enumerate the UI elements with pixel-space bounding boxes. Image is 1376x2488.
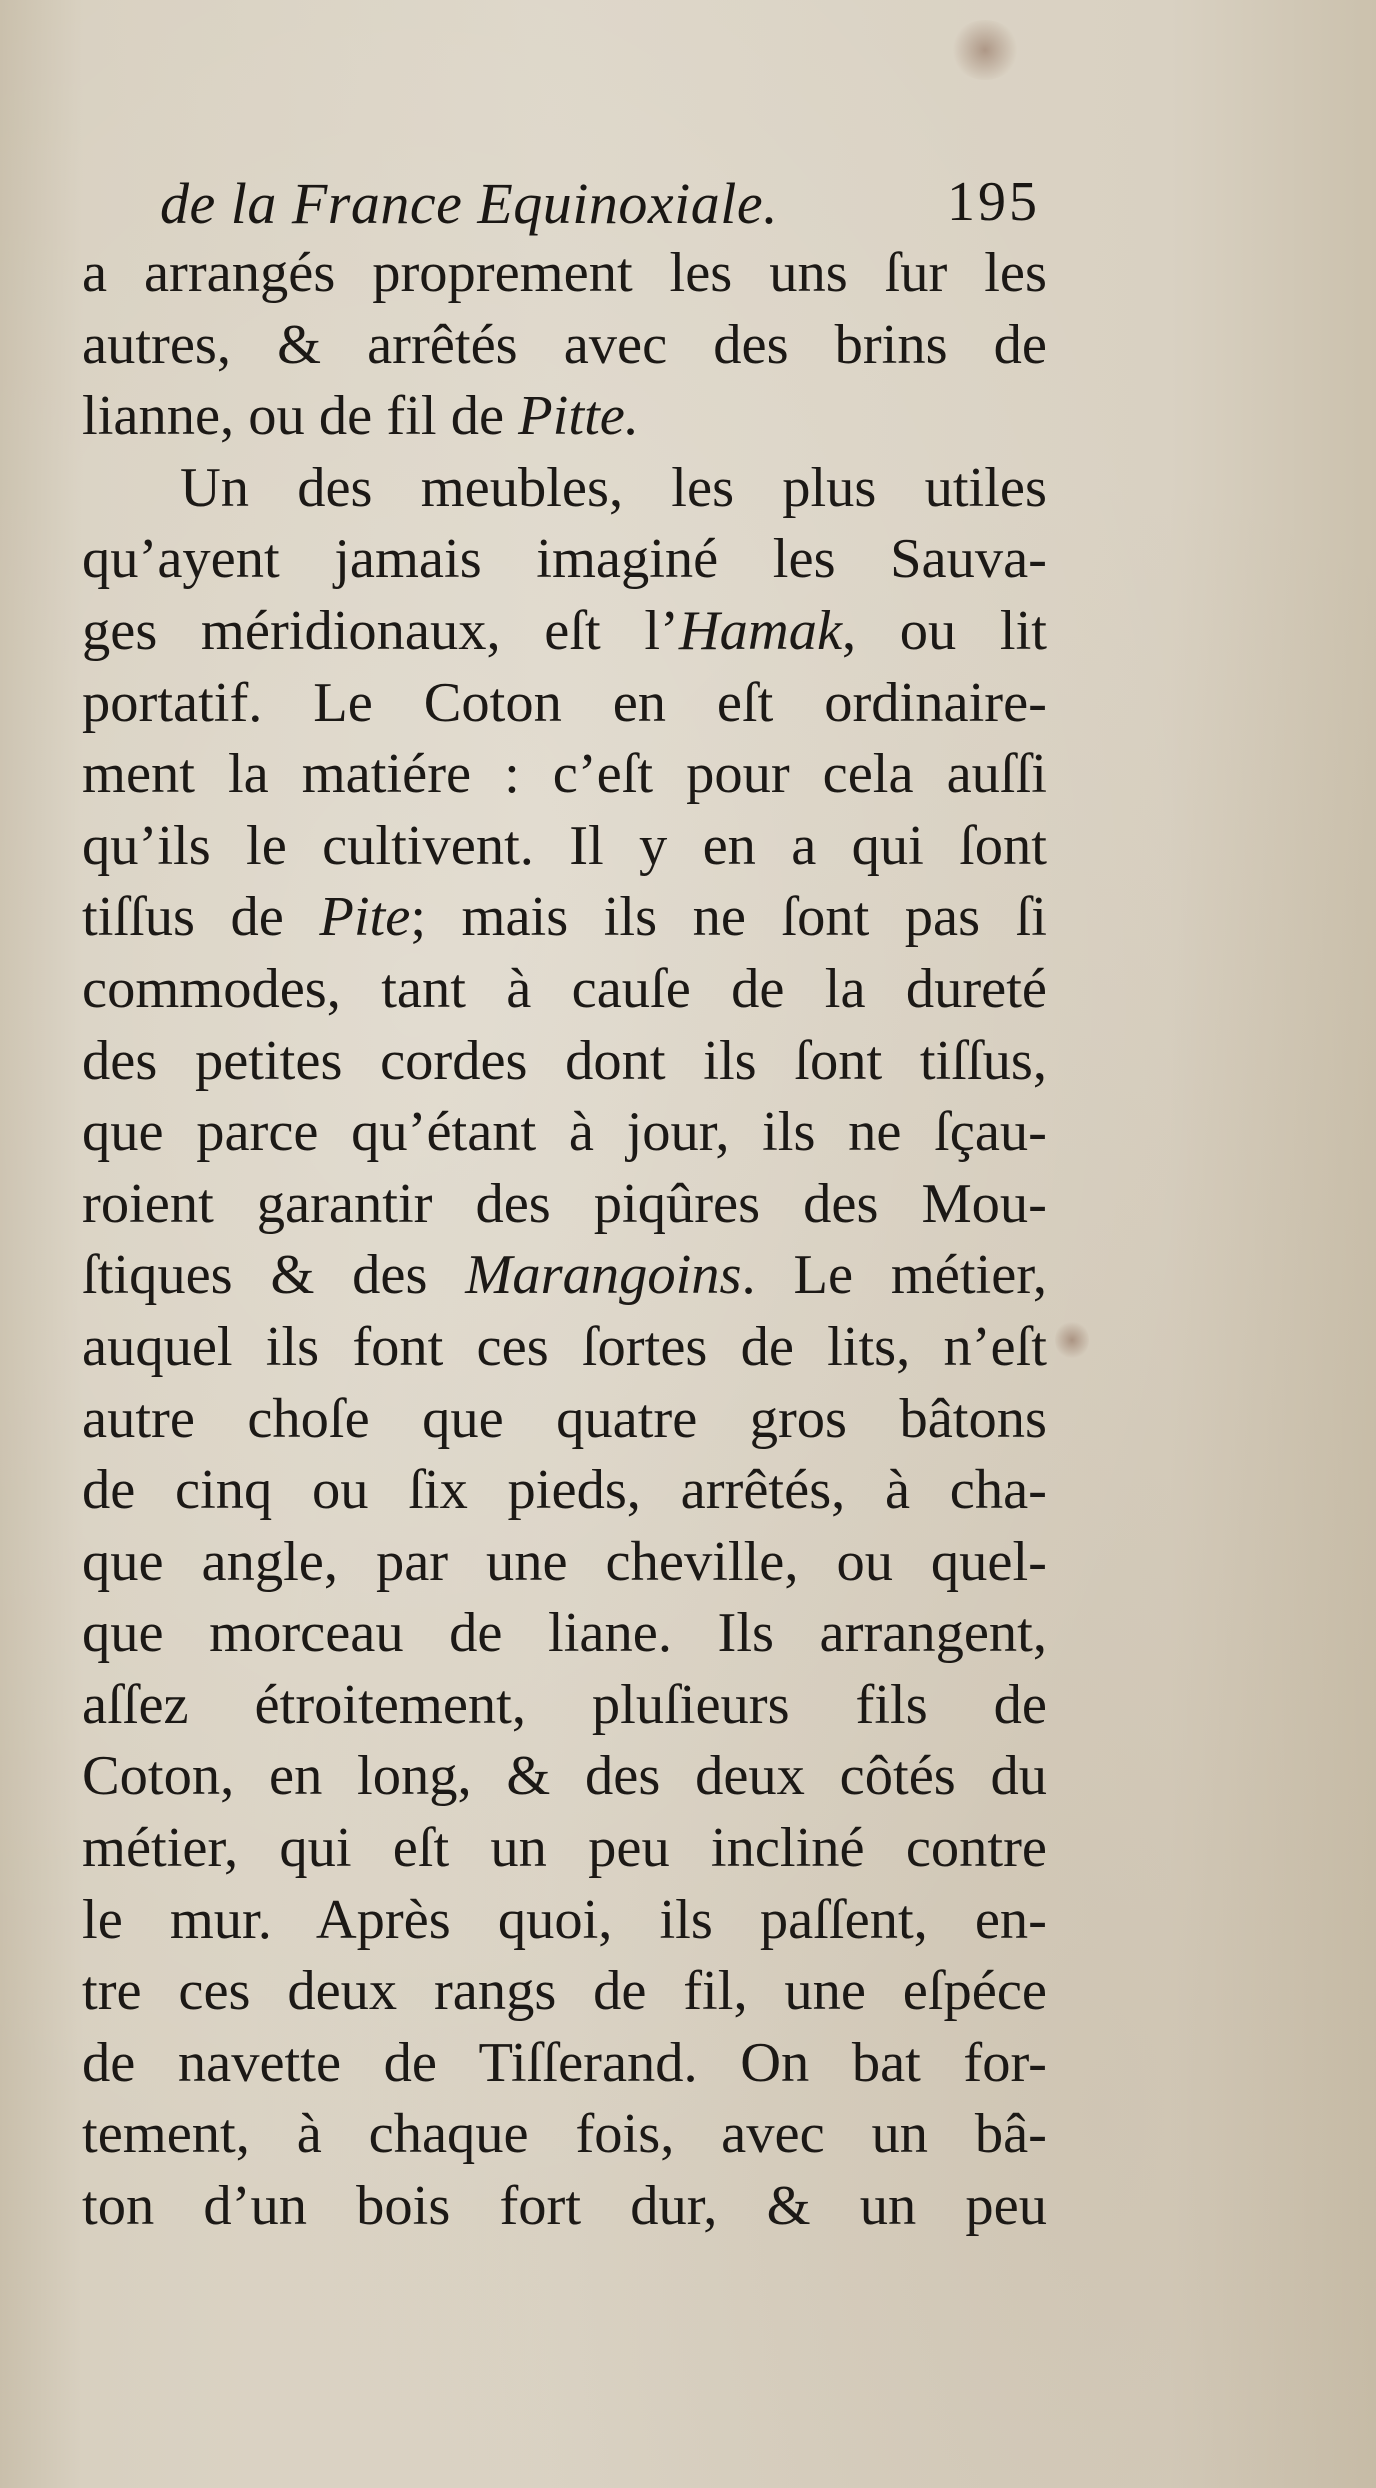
text-line	[82, 1455, 1047, 1527]
text-run: qu’ils le cultivent. Il y en a qui ſont	[82, 814, 1047, 877]
text-run: que angle, par une cheville, ou quel-	[82, 1530, 1047, 1593]
text-line	[82, 1956, 1047, 2028]
text-run: Coton, en long, & des deux côtés du	[82, 1745, 1047, 1808]
text-run: métier, qui eſt un peu incliné contre	[82, 1817, 1047, 1880]
text-line	[82, 739, 1047, 811]
text-line	[82, 954, 1047, 1026]
text-run: ; mais ils ne ſont pas ſi	[410, 886, 1047, 949]
text-line	[82, 1240, 1047, 1312]
text-run: portatif. Le Coton en eſt ordinaire-	[82, 671, 1047, 734]
text-run: des petites cordes dont ils ſont tiſſus,	[82, 1029, 1047, 1092]
text-line	[82, 1813, 1047, 1885]
text-line	[82, 1026, 1047, 1098]
italic-term: Pite	[319, 886, 411, 949]
text-line	[82, 2099, 1047, 2171]
text-run: auquel ils font ces ſortes de lits, n’eſt	[82, 1315, 1047, 1378]
text-run: ment la matiére : c’eſt pour cela auſſi	[82, 743, 1047, 806]
text-run: ges méridionaux, eſt l’	[82, 599, 679, 662]
text-run: qu’ayent jamais imaginé les Sauva-	[82, 528, 1047, 591]
text-line	[82, 1312, 1047, 1384]
text-run: que morceau de liane. Ils arrangent,	[82, 1602, 1047, 1665]
italic-term: Hamak	[678, 599, 843, 662]
italic-term: Marangoins	[465, 1244, 742, 1307]
text-run: tiſſus de	[82, 886, 320, 949]
text-run: de cinq ou ſix pieds, arrêtés, à cha-	[82, 1459, 1047, 1522]
text-run: le mur. Après quoi, ils paſſent, en-	[82, 1888, 1047, 1951]
text-line	[82, 1527, 1047, 1599]
text-run: ton d’un bois fort dur, & un peu	[82, 2175, 1047, 2238]
text-line	[82, 381, 1047, 453]
text-line	[82, 2028, 1047, 2100]
text-line	[82, 2171, 1047, 2243]
text-run: ſtiques & des	[82, 1244, 466, 1307]
ink-stain	[1055, 1320, 1089, 1360]
text-line	[82, 1670, 1047, 1742]
text-line	[82, 1384, 1047, 1456]
text-line	[82, 1598, 1047, 1670]
text-line	[82, 1097, 1047, 1169]
text-run: lianne, ou de fil de	[82, 385, 519, 448]
text-line	[82, 238, 1047, 310]
text-line	[82, 453, 1047, 525]
page-header	[160, 170, 1040, 240]
text-run: tre ces deux rangs de fil, une eſpéce	[82, 1960, 1047, 2023]
text-run: a arrangés proprement les uns ſur les	[82, 242, 1047, 304]
text-line	[82, 811, 1047, 883]
text-line	[82, 1885, 1047, 1957]
text-run: commodes, tant à cauſe de la dureté	[82, 957, 1047, 1020]
text-run: de navette de Tiſſerand. On bat for-	[82, 2031, 1047, 2094]
running-title: de la France Equinoxiale.	[160, 171, 779, 236]
italic-term: Pitte.	[518, 385, 639, 448]
text-run: , ou lit	[842, 599, 1047, 662]
text-run: autre choſe que quatre gros bâtons	[82, 1387, 1047, 1450]
text-run: que parce qu’étant à jour, ils ne ſçau-	[82, 1101, 1047, 1164]
text-line	[82, 310, 1047, 382]
text-run: . Le métier,	[741, 1244, 1048, 1307]
text-line	[82, 882, 1047, 954]
text-line	[82, 524, 1047, 596]
text-line	[82, 668, 1047, 740]
text-run: autres, & arrêtés avec des brins de	[82, 313, 1047, 376]
text-run: aſſez étroitement, pluſieurs fils de	[82, 1673, 1047, 1736]
text-line	[82, 1741, 1047, 1813]
ink-stain	[950, 20, 1020, 80]
body-text	[82, 238, 1047, 2243]
text-run: Un des meubles, les plus utiles	[180, 456, 1047, 519]
text-line	[82, 1169, 1047, 1241]
text-run: roient garantir des piqûres des Mou-	[82, 1172, 1047, 1235]
page-number: 195	[947, 171, 1040, 233]
text-run: tement, à chaque fois, avec un bâ-	[82, 2103, 1047, 2166]
text-line	[82, 596, 1047, 668]
